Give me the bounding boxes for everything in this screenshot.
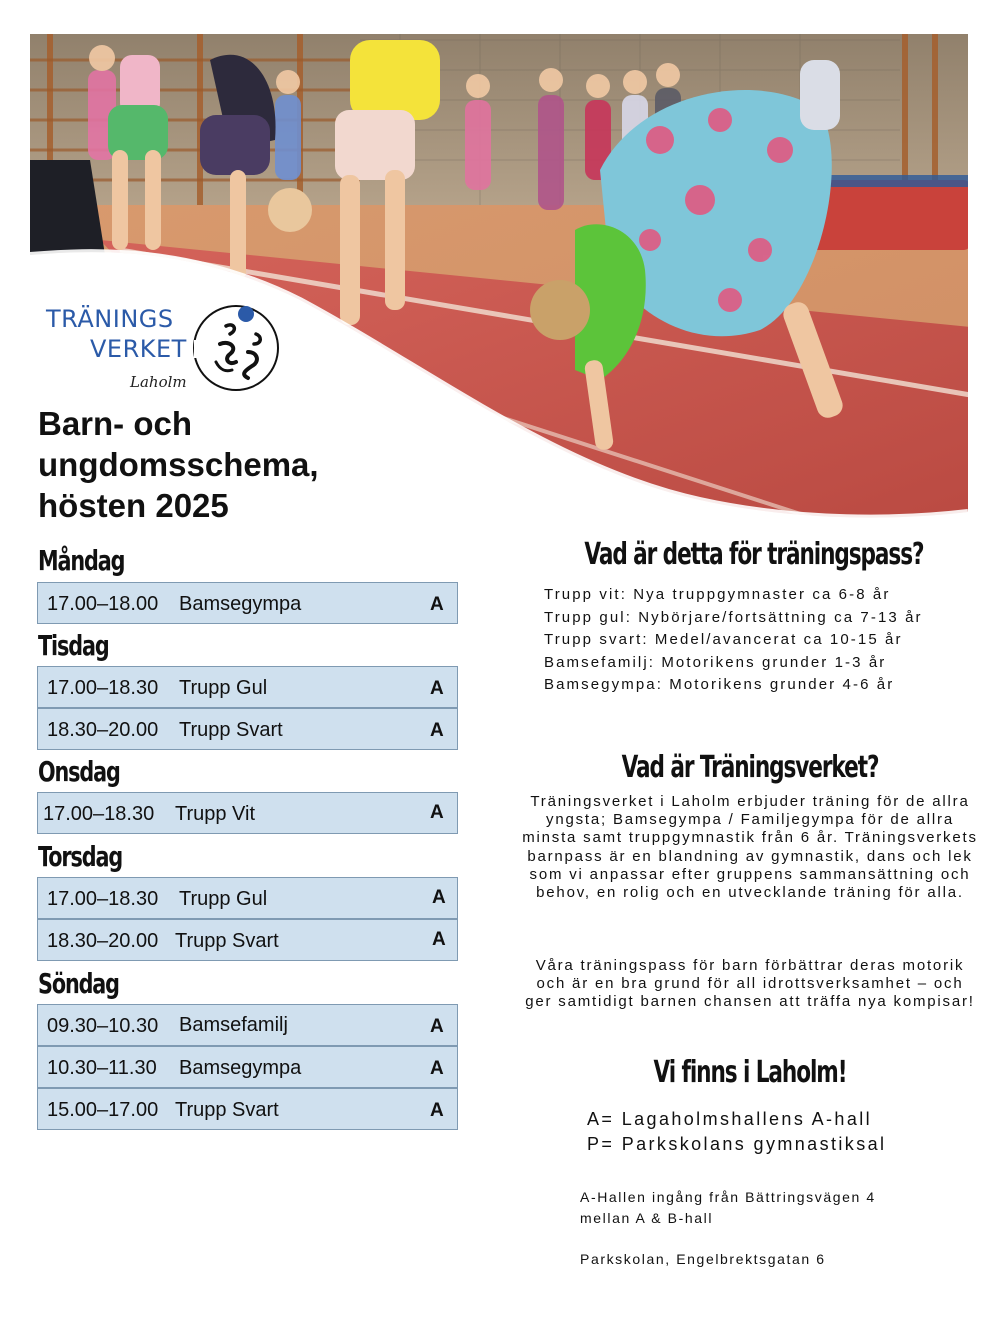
address-parkskolan: Parkskolan, Engelbrektsgatan 6 <box>580 1251 826 1267</box>
page-title <box>38 403 438 526</box>
session-hall: A <box>430 1100 444 1121</box>
pass-item: Bamsefamilj: Motorikens grunder 1-3 år <box>544 653 887 671</box>
session-hall: A <box>432 929 446 950</box>
day-heading-tisdag: Tisdag <box>38 629 109 662</box>
session-time: 17.00–18.30 <box>47 677 159 699</box>
session-name: Trupp Vit <box>175 803 256 825</box>
schedule-row <box>37 708 458 750</box>
session-name: Trupp Gul <box>179 888 268 910</box>
hall-legend <box>587 1107 987 1157</box>
session-hall: A <box>430 678 444 699</box>
gymnast-logo-icon <box>190 300 282 392</box>
session-name: Trupp Svart <box>175 930 279 952</box>
session-name: Bamsegympa <box>179 593 302 615</box>
schedule-row <box>37 1004 458 1046</box>
session-time: 18.30–20.00 <box>47 930 159 952</box>
schedule-row <box>37 666 458 708</box>
pass-item: Trupp gul: Nybörjare/fortsättning ca 7-13 år <box>544 608 923 626</box>
legend-a-hall: A= Lagaholmshallens A-hall <box>587 1109 873 1129</box>
schedule-row <box>37 1088 458 1130</box>
day-heading-torsdag: Torsdag <box>38 840 123 873</box>
legend-p-hall: P= Parkskolans gymnastiksal <box>587 1134 887 1154</box>
schedule-row <box>37 582 458 624</box>
logo-text-laholm: Laholm <box>130 373 187 391</box>
session-time: 09.30–10.30 <box>47 1015 159 1037</box>
session-name: Trupp Gul <box>179 677 268 699</box>
tranings-verket-logo <box>40 300 300 400</box>
session-hall: A <box>432 887 446 908</box>
title-line-1: Barn- och <box>38 405 193 442</box>
session-hall: A <box>430 594 444 615</box>
session-time: 17.00–18.00 <box>47 593 159 615</box>
session-name: Trupp Svart <box>179 719 283 741</box>
session-hall: A <box>430 802 444 823</box>
pass-item: Trupp svart: Medel/avancerat ca 10-15 år <box>544 631 903 648</box>
session-hall: A <box>430 1058 444 1079</box>
about-heading: Vad är Träningsverket? <box>621 750 879 785</box>
location-heading: Vi finns i Laholm! <box>653 1055 847 1090</box>
session-hall: A <box>430 1016 444 1037</box>
session-name: Trupp Svart <box>175 1099 279 1121</box>
title-line-3: hösten 2025 <box>38 487 229 524</box>
address-a-hall-line-2: mellan A & B-hall <box>580 1210 714 1226</box>
day-heading-mandag: Måndag <box>38 544 125 577</box>
schedule-row <box>37 792 458 834</box>
session-hall: A <box>430 720 444 741</box>
schedule-row <box>37 1046 458 1088</box>
session-time: 18.30–20.00 <box>47 719 159 741</box>
session-time: 17.00–18.30 <box>43 803 155 825</box>
schedule-row <box>37 877 458 919</box>
title-line-2: ungdomsschema, <box>38 446 319 483</box>
session-time: 17.00–18.30 <box>47 888 159 910</box>
pass-info-heading: Vad är detta för träningspass? <box>584 537 924 572</box>
session-time: 10.30–11.30 <box>47 1057 157 1079</box>
address-a-hall-line-1: A-Hallen ingång från Bättringsvägen 4 <box>580 1189 876 1205</box>
session-name: Bamsefamilj <box>179 1014 288 1036</box>
about-paragraph-1: Träningsverket i Laholm erbjuder träning för de allra yngsta; Bamsegympa / Familjegympa för de allra minsta samt truppgymnastik från 6 år. Träningsverkets barnpass är en blandning av gymnastik, dans och lek som vi anpassar efter gruppens sammansättning och behov, en rolig och en utvecklande träning för alla. <box>522 793 978 902</box>
logo-text-verket: VERKET <box>90 335 187 363</box>
day-heading-onsdag: Onsdag <box>38 755 120 788</box>
pass-item: Trupp vit: Nya truppgymnaster ca 6-8 år <box>544 586 891 603</box>
session-time: 15.00–17.00 <box>47 1099 159 1121</box>
pass-item: Bamsegympa: Motorikens grunder 4-6 år <box>544 676 895 693</box>
session-name: Bamsegympa <box>179 1057 302 1079</box>
about-paragraph-2: Våra träningspass för barn förbättrar deras motorik och är en bra grund för all idrottsverksamhet – och ger samtidigt barnen chansen att träffa nya kompisar! <box>525 957 975 1011</box>
schedule-row <box>37 919 458 961</box>
day-heading-sondag: Söndag <box>38 967 119 1000</box>
pass-info-list <box>544 584 994 697</box>
logo-text-tranings: TRÄNINGS <box>46 305 174 333</box>
